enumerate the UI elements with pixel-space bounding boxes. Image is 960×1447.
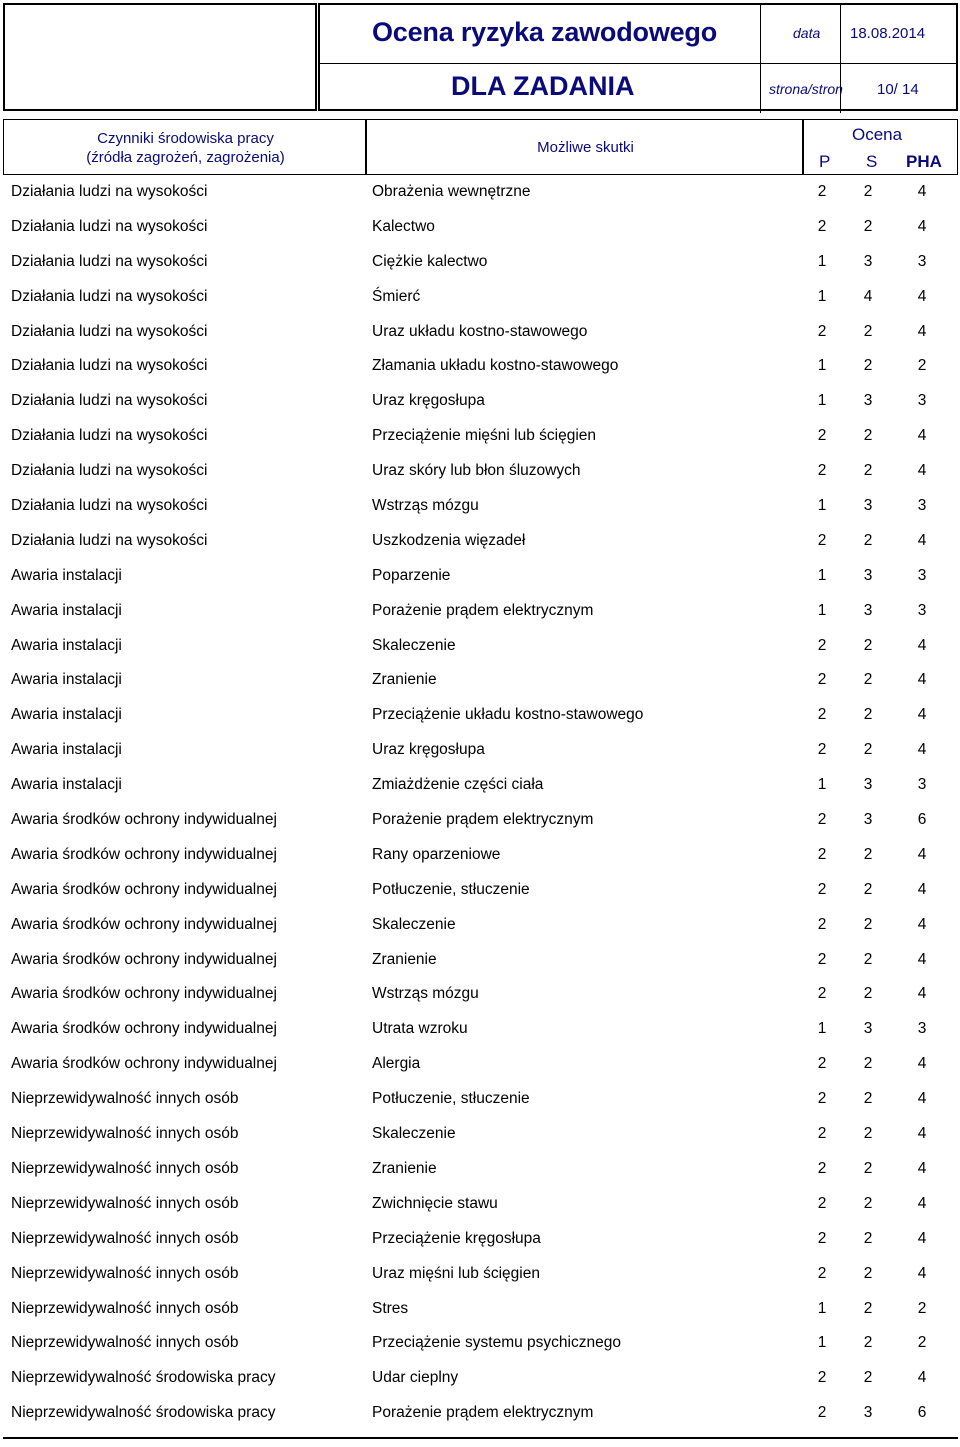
p-cell: 2 xyxy=(817,462,827,480)
factor-cell: Nieprzewidywalność innych osób xyxy=(11,1229,239,1247)
pha-cell: 4 xyxy=(917,880,927,898)
pha-cell: 3 xyxy=(917,252,927,270)
pha-cell: 4 xyxy=(917,1369,927,1387)
factor-cell: Nieprzewidywalność środowiska pracy xyxy=(11,1404,276,1422)
pha-cell: 4 xyxy=(917,950,927,968)
effect-cell: Uraz układu kostno-stawowego xyxy=(372,322,588,340)
effect-cell: Uraz kręgosłupa xyxy=(372,741,485,759)
s-cell: 3 xyxy=(863,601,873,619)
p-cell: 1 xyxy=(817,601,827,619)
s-cell: 2 xyxy=(863,322,873,340)
effect-cell: Wstrząs mózgu xyxy=(372,497,479,515)
effect-cell: Śmierć xyxy=(372,287,421,305)
p-cell: 2 xyxy=(817,1159,827,1177)
factor-cell: Działania ludzi na wysokości xyxy=(11,322,208,340)
p-cell: 2 xyxy=(817,741,827,759)
effect-cell: Przeciążenie układu kostno-stawowego xyxy=(372,706,644,724)
pha-cell: 4 xyxy=(917,427,927,445)
table-row xyxy=(0,175,960,210)
table-row xyxy=(0,559,960,594)
effect-cell: Alergia xyxy=(372,1055,421,1073)
s-cell: 2 xyxy=(863,462,873,480)
rating-header: Ocena xyxy=(852,125,903,144)
effect-cell: Porażenie prądem elektrycznym xyxy=(372,811,594,829)
factor-cell: Nieprzewidywalność innych osób xyxy=(11,1299,239,1317)
pha-cell: 4 xyxy=(917,217,927,235)
pha-cell: 4 xyxy=(917,915,927,933)
factor-cell: Działania ludzi na wysokości xyxy=(11,287,208,305)
pha-cell: 4 xyxy=(917,741,927,759)
s-cell: 3 xyxy=(863,497,873,515)
pha-cell: 3 xyxy=(917,392,927,410)
effect-cell: Zranienie xyxy=(372,671,437,689)
table-row xyxy=(0,1257,960,1292)
s-cell: 2 xyxy=(863,1194,873,1212)
rating-header-cell xyxy=(803,119,958,175)
s-cell: 3 xyxy=(863,566,873,584)
p-cell: 2 xyxy=(817,985,827,1003)
p-cell: 2 xyxy=(817,183,827,200)
document-title: Ocena ryzyka zawodowego xyxy=(372,17,718,47)
p-cell: 1 xyxy=(817,1020,827,1038)
table-row xyxy=(0,768,960,803)
p-cell: 1 xyxy=(817,497,827,515)
p-cell: 1 xyxy=(817,566,827,584)
pha-cell: 4 xyxy=(917,1194,927,1212)
effect-cell: Skaleczenie xyxy=(372,636,456,654)
effect-cell: Skaleczenie xyxy=(372,1125,456,1143)
effect-cell: Skaleczenie xyxy=(372,915,456,933)
effect-cell: Zwichnięcie stawu xyxy=(372,1194,498,1212)
p-cell: 2 xyxy=(817,880,827,898)
table-row xyxy=(0,419,960,454)
document-header xyxy=(318,3,958,111)
s-cell: 2 xyxy=(863,915,873,933)
effect-cell: Kalectwo xyxy=(372,217,435,235)
factor-cell: Działania ludzi na wysokości xyxy=(11,392,208,410)
pha-cell: 2 xyxy=(917,1334,927,1352)
pha-cell: 4 xyxy=(917,531,927,549)
p-cell: 2 xyxy=(817,1090,827,1108)
header-divider xyxy=(760,63,761,113)
s-cell: 2 xyxy=(863,1369,873,1387)
pha-cell: 4 xyxy=(917,1229,927,1247)
table-row xyxy=(0,1292,960,1327)
factor-cell: Działania ludzi na wysokości xyxy=(11,531,208,549)
effect-cell: Wstrząs mózgu xyxy=(372,985,479,1003)
risk-table-body xyxy=(0,175,960,1431)
table-header xyxy=(3,119,958,175)
s-header: S xyxy=(866,152,878,171)
s-cell: 3 xyxy=(863,1404,873,1422)
pha-cell: 4 xyxy=(917,985,927,1003)
table-row xyxy=(0,1222,960,1257)
effect-cell: Potłuczenie, stłuczenie xyxy=(372,880,530,898)
pha-cell: 3 xyxy=(917,566,927,584)
table-row xyxy=(0,873,960,908)
p-cell: 2 xyxy=(817,1194,827,1212)
effect-cell: Stres xyxy=(372,1299,409,1317)
table-row xyxy=(0,489,960,524)
table-row xyxy=(0,524,960,559)
bottom-rule xyxy=(3,1437,958,1439)
effect-cell: Uraz mięśni lub ścięgien xyxy=(372,1264,540,1282)
pha-cell: 4 xyxy=(917,706,927,724)
s-cell: 2 xyxy=(863,183,873,200)
table-row xyxy=(0,977,960,1012)
p-cell: 1 xyxy=(817,776,827,794)
pha-cell: 6 xyxy=(917,1404,927,1422)
table-row xyxy=(0,1187,960,1222)
effect-cell: Przeciążenie mięśni lub ścięgien xyxy=(372,427,597,445)
s-cell: 2 xyxy=(863,636,873,654)
effects-header-cell xyxy=(366,119,803,175)
factor-cell: Działania ludzi na wysokości xyxy=(11,183,208,200)
s-cell: 2 xyxy=(863,427,873,445)
pha-cell: 4 xyxy=(917,671,927,689)
effect-cell: Uraz kręgosłupa xyxy=(372,392,485,410)
factor-cell: Awaria środków ochrony indywidualnej xyxy=(11,811,277,829)
effect-cell: Potłuczenie, stłuczenie xyxy=(372,1090,530,1108)
p-cell: 2 xyxy=(817,950,827,968)
factor-cell: Działania ludzi na wysokości xyxy=(11,462,208,480)
s-cell: 2 xyxy=(863,1090,873,1108)
s-cell: 2 xyxy=(863,1334,873,1352)
effect-cell: Przeciążenie kręgosłupa xyxy=(372,1229,541,1247)
s-cell: 2 xyxy=(863,531,873,549)
factor-cell: Działania ludzi na wysokości xyxy=(11,427,208,445)
effect-cell: Przeciążenie systemu psychicznego xyxy=(372,1334,621,1352)
s-cell: 3 xyxy=(863,1020,873,1038)
effect-cell: Złamania układu kostno-stawowego xyxy=(372,357,619,375)
effect-cell: Obrażenia wewnętrzne xyxy=(372,183,531,200)
effect-cell: Zranienie xyxy=(372,950,437,968)
pha-cell: 2 xyxy=(917,1299,927,1317)
table-row xyxy=(0,1326,960,1361)
s-cell: 2 xyxy=(863,1264,873,1282)
pha-cell: 4 xyxy=(917,1264,927,1282)
factor-cell: Awaria środków ochrony indywidualnej xyxy=(11,1020,277,1038)
factor-cell: Awaria instalacji xyxy=(11,671,122,689)
s-cell: 2 xyxy=(863,706,873,724)
factors-header-cell xyxy=(3,119,366,175)
pha-cell: 2 xyxy=(917,357,927,375)
s-cell: 2 xyxy=(863,845,873,863)
table-row xyxy=(0,1047,960,1082)
factor-cell: Działania ludzi na wysokości xyxy=(11,357,208,375)
s-cell: 3 xyxy=(863,392,873,410)
p-cell: 1 xyxy=(817,392,827,410)
p-cell: 2 xyxy=(817,217,827,235)
s-cell: 2 xyxy=(863,950,873,968)
table-row xyxy=(0,943,960,978)
factors-header-line1: Czynniki środowiska pracy xyxy=(97,130,274,147)
table-row xyxy=(0,908,960,943)
p-cell: 2 xyxy=(817,1125,827,1143)
table-row xyxy=(0,838,960,873)
table-row xyxy=(0,1082,960,1117)
s-cell: 4 xyxy=(863,287,873,305)
pha-cell: 4 xyxy=(917,1090,927,1108)
pha-cell: 4 xyxy=(917,1159,927,1177)
effect-cell: Uszkodzenia więzadeł xyxy=(372,531,526,549)
s-cell: 2 xyxy=(863,880,873,898)
p-cell: 1 xyxy=(817,252,827,270)
factor-cell: Działania ludzi na wysokości xyxy=(11,497,208,515)
pha-cell: 4 xyxy=(917,845,927,863)
p-cell: 2 xyxy=(817,915,827,933)
table-row xyxy=(0,1361,960,1396)
table-row xyxy=(0,733,960,768)
table-row xyxy=(0,1012,960,1047)
table-row xyxy=(0,349,960,384)
table-row xyxy=(0,698,960,733)
p-cell: 2 xyxy=(817,636,827,654)
logo-area xyxy=(3,3,317,111)
pha-cell: 4 xyxy=(917,287,927,305)
factor-cell: Nieprzewidywalność innych osób xyxy=(11,1125,239,1143)
s-cell: 3 xyxy=(863,776,873,794)
document-subtitle: DLA ZADANIA xyxy=(451,71,635,101)
s-cell: 2 xyxy=(863,1299,873,1317)
p-cell: 2 xyxy=(817,845,827,863)
pha-cell: 3 xyxy=(917,1020,927,1038)
pha-cell: 3 xyxy=(917,601,927,619)
table-row xyxy=(0,315,960,350)
factor-cell: Nieprzewidywalność innych osób xyxy=(11,1194,239,1212)
page-label: strona/stron xyxy=(769,81,843,97)
factor-cell: Awaria środków ochrony indywidualnej xyxy=(11,880,277,898)
factor-cell: Nieprzewidywalność środowiska pracy xyxy=(11,1369,276,1387)
effect-cell: Porażenie prądem elektrycznym xyxy=(372,1404,594,1422)
pha-cell: 4 xyxy=(917,183,927,200)
table-row xyxy=(0,210,960,245)
table-row xyxy=(0,245,960,280)
p-cell: 2 xyxy=(817,811,827,829)
factor-cell: Działania ludzi na wysokości xyxy=(11,252,208,270)
header-divider xyxy=(760,5,761,63)
pha-cell: 4 xyxy=(917,1125,927,1143)
factor-cell: Działania ludzi na wysokości xyxy=(11,217,208,235)
factor-cell: Awaria instalacji xyxy=(11,566,122,584)
table-row xyxy=(0,1117,960,1152)
s-cell: 2 xyxy=(863,741,873,759)
factor-cell: Nieprzewidywalność innych osób xyxy=(11,1334,239,1352)
date-label: data xyxy=(793,25,821,41)
effect-cell: Ciężkie kalectwo xyxy=(372,252,488,270)
factor-cell: Awaria instalacji xyxy=(11,706,122,724)
effects-header: Możliwe skutki xyxy=(537,139,634,156)
s-cell: 2 xyxy=(863,1229,873,1247)
p-cell: 2 xyxy=(817,671,827,689)
s-cell: 2 xyxy=(863,1055,873,1073)
p-cell: 2 xyxy=(817,1404,827,1422)
s-cell: 2 xyxy=(863,357,873,375)
factor-cell: Awaria środków ochrony indywidualnej xyxy=(11,915,277,933)
p-cell: 1 xyxy=(817,1334,827,1352)
p-cell: 2 xyxy=(817,427,827,445)
pha-cell: 3 xyxy=(917,776,927,794)
factor-cell: Awaria instalacji xyxy=(11,776,122,794)
p-cell: 2 xyxy=(817,531,827,549)
table-row xyxy=(0,629,960,664)
effect-cell: Zranienie xyxy=(372,1159,437,1177)
p-cell: 2 xyxy=(817,322,827,340)
header-divider xyxy=(320,63,956,64)
effect-cell: Porażenie prądem elektrycznym xyxy=(372,601,594,619)
s-cell: 2 xyxy=(863,1159,873,1177)
effect-cell: Udar cieplny xyxy=(372,1369,459,1387)
factor-cell: Awaria środków ochrony indywidualnej xyxy=(11,1055,277,1073)
factors-header-line2: (źródła zagrożeń, zagrożenia) xyxy=(86,149,285,166)
p-cell: 1 xyxy=(817,287,827,305)
p-cell: 2 xyxy=(817,1055,827,1073)
p-cell: 2 xyxy=(817,1264,827,1282)
table-row xyxy=(0,594,960,629)
effect-cell: Uraz skóry lub błon śluzowych xyxy=(372,462,581,480)
s-cell: 2 xyxy=(863,671,873,689)
factor-cell: Awaria instalacji xyxy=(11,601,122,619)
s-cell: 3 xyxy=(863,252,873,270)
pha-header: PHA xyxy=(906,152,942,171)
pha-cell: 4 xyxy=(917,462,927,480)
table-row xyxy=(0,280,960,315)
factor-cell: Awaria środków ochrony indywidualnej xyxy=(11,985,277,1003)
table-row xyxy=(0,803,960,838)
s-cell: 2 xyxy=(863,1125,873,1143)
pha-cell: 3 xyxy=(917,497,927,515)
pha-cell: 4 xyxy=(917,636,927,654)
header-divider xyxy=(840,5,841,63)
pha-cell: 4 xyxy=(917,322,927,340)
table-row xyxy=(0,663,960,698)
factor-cell: Nieprzewidywalność innych osób xyxy=(11,1264,239,1282)
factor-cell: Nieprzewidywalność innych osób xyxy=(11,1159,239,1177)
effect-cell: Rany oparzeniowe xyxy=(372,845,501,863)
p-cell: 2 xyxy=(817,1229,827,1247)
effect-cell: Poparzenie xyxy=(372,566,451,584)
factor-cell: Awaria środków ochrony indywidualnej xyxy=(11,845,277,863)
p-cell: 2 xyxy=(817,706,827,724)
s-cell: 3 xyxy=(863,811,873,829)
table-row xyxy=(0,454,960,489)
p-cell: 1 xyxy=(817,1299,827,1317)
effect-cell: Zmiażdżenie części ciała xyxy=(372,776,544,794)
page-value: 10/ 14 xyxy=(877,81,919,98)
table-row xyxy=(0,1152,960,1187)
factor-cell: Awaria instalacji xyxy=(11,636,122,654)
factor-cell: Awaria środków ochrony indywidualnej xyxy=(11,950,277,968)
factor-cell: Awaria instalacji xyxy=(11,741,122,759)
table-row xyxy=(0,1396,960,1431)
factor-cell: Nieprzewidywalność innych osób xyxy=(11,1090,239,1108)
effect-cell: Utrata wzroku xyxy=(372,1020,468,1038)
p-cell: 2 xyxy=(817,1369,827,1387)
s-cell: 2 xyxy=(863,985,873,1003)
p-header: P xyxy=(819,152,831,171)
s-cell: 2 xyxy=(863,217,873,235)
date-value: 18.08.2014 xyxy=(850,25,926,42)
table-row xyxy=(0,384,960,419)
p-cell: 1 xyxy=(817,357,827,375)
pha-cell: 4 xyxy=(917,1055,927,1073)
pha-cell: 6 xyxy=(917,811,927,829)
